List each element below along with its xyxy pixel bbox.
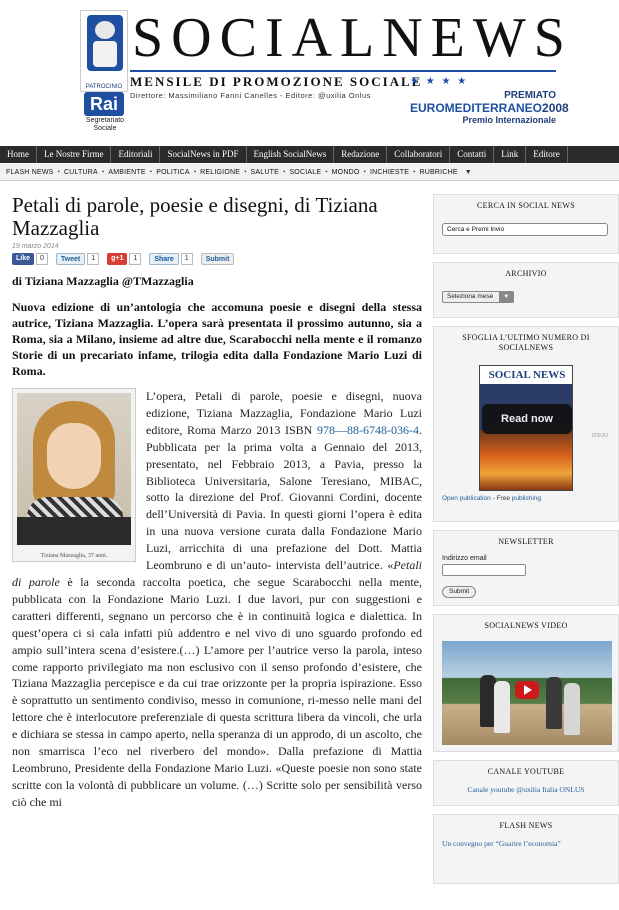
video-player[interactable] <box>442 641 612 745</box>
magazine-widget <box>433 326 619 522</box>
article-date: 19 marzo 2014 <box>12 243 59 250</box>
category-nav: FLASH NEWS • CULTURA • AMBIENTE • POLITICA • RELIGIONE • SALUTE • SOCIALE • MONDO • INCHIESTE • RUBRICHE ▼ <box>0 164 619 181</box>
site-title[interactable] <box>132 6 573 70</box>
article-lead: Nuova edizione di un’antologia che accomuna poesie e disegni della stessa autrice, Tiziana Mazzaglia. L’opera sarà presentata il prossimo autunno, sia a Roma, sia a Milano, insieme ad altre due, Scarabocchi nella mente e il romanzo Storie di un precariato infame, trilogia edita dalla Fondazione Mario Luzi di Roma. <box>12 300 422 378</box>
newsletter-widget-title: NEWSLETTER <box>498 537 554 546</box>
linkedin-share-button[interactable] <box>149 253 192 265</box>
magazine-cover[interactable] <box>479 365 573 491</box>
stars-icon: ★ ★ ★ ★ <box>410 76 469 87</box>
site-tagline: MENSILE DI PROMOZIONE SOCIALE <box>130 74 423 89</box>
facebook-count: 0 <box>36 253 48 265</box>
sidebar <box>433 194 619 892</box>
body-italic-title: Petali di parole <box>12 558 422 589</box>
read-now-button[interactable]: Read now <box>482 404 572 434</box>
twitter-icon: Tweet <box>56 253 85 265</box>
archive-select-label: Seleziona mese <box>447 293 494 300</box>
open-publication-link[interactable]: Open publication <box>442 495 491 502</box>
youtube-widget <box>433 760 619 806</box>
cat-ambiente[interactable]: AMBIENTE <box>108 168 146 176</box>
search-widget <box>433 194 619 254</box>
award-subtitle: Premio Internazionale <box>462 115 556 125</box>
nav-editoriali[interactable]: Editoriali <box>111 146 160 163</box>
search-input[interactable]: Cerca e Premi Invio <box>442 223 608 236</box>
body-text-3: è la seconda raccolta poetica, che segue Scarabocchi nella mente, pubblicata con la Fondazione Mario Luzi. I due lavori, pur con suggestioni e caratteri differenti, segnano un percorso che è in continuità logica e dialettica. In quest’opera ci si cala infatti più addentro e nel vivo di uno sguardo profondo ed ampio sull’intera scena d’esistere.(…) L’amore per l’autrice verso la parola, inteso come rapporto privilegiato ma non esclusivo con il senso profondo d’esistere, che Tiziana Mazzaglia percepisce e da cui trae orizzonte per la propria ispirazione. Esso è soprattutto un sentimento condiviso, messo in comunione, ri-messo nelle mani del lettore che è interlocutore preferenziale di questa scrittura libera da vincoli, che urla e dichiara se stessa in campo aperto, nella speranza di un approdo, di un ascolto, che non smarrisca l’eco nel riverbero del mondo». Dalla prefazione di Mattia Leombruno, Presidente della Fondazione Mario Luzi. «Queste poesie non sono state scritte con la volontà di pubblicare un volume. (…) Scritte solo per sensibilità verso ciò che mi <box>12 574 423 809</box>
article-author[interactable]: di Tiziana Mazzaglia @TMazzaglia <box>12 274 194 288</box>
article-title[interactable]: Petali di parole, poesie e disegni, di Tiziana Mazzaglia <box>12 193 378 240</box>
award-badge <box>410 76 569 125</box>
publishing-link[interactable]: publishing <box>511 495 542 502</box>
search-widget-title: CERCA IN SOCIAL NEWS <box>477 201 575 210</box>
award-name: EUROMEDITERRANEO2008 <box>410 101 569 115</box>
email-field[interactable] <box>442 564 526 576</box>
youtube-channel-link[interactable]: Canale youtube @uxilia Italia ONLUS <box>467 785 585 794</box>
site-title-text: SOCIALNEWS <box>132 7 573 69</box>
linkedin-icon: Share <box>149 253 178 265</box>
video-widget-title: SOCIALNEWS VIDEO <box>484 621 568 630</box>
cat-mondo[interactable]: MONDO <box>331 168 360 176</box>
site-header <box>0 0 619 145</box>
nav-editore[interactable]: Editore <box>526 146 568 163</box>
flash-news-link[interactable]: Un convegno per “Guarire l’economia” <box>442 839 561 848</box>
stumbleupon-icon: Submit <box>201 253 235 265</box>
site-credits: Direttore: Massimiliano Fanni Canelles - Editore: @uxilia Onlus <box>130 91 371 100</box>
author-photo-frame <box>12 388 136 562</box>
flash-news-widget <box>433 814 619 884</box>
award-label: PREMIATO <box>504 90 556 101</box>
cat-politica[interactable]: POLITICA <box>156 168 190 176</box>
nav-contatti[interactable]: Contatti <box>450 146 494 163</box>
nav-english-socialnews[interactable]: English SocialNews <box>247 146 335 163</box>
video-widget <box>433 614 619 752</box>
newsletter-widget <box>433 530 619 606</box>
auxilia-logo[interactable] <box>80 10 128 92</box>
facebook-icon: Like <box>12 253 34 265</box>
flash-news-widget-title: FLASH NEWS <box>499 821 553 830</box>
tweet-button[interactable] <box>56 253 99 265</box>
isbn-link[interactable]: 978—88-6748-036-4 <box>317 422 419 437</box>
rai-logo[interactable]: Rai <box>84 92 124 116</box>
facebook-like-button[interactable] <box>12 253 48 265</box>
email-label: Indirizzo email <box>442 555 487 562</box>
magazine-widget-title: SFOGLIA L’ULTIMO NUMERO DI SOCIALNEWS <box>462 333 590 352</box>
stumbleupon-submit-button[interactable] <box>201 253 235 265</box>
astronaut-icon <box>87 15 123 71</box>
cat-flash-news[interactable]: FLASH NEWS <box>6 168 54 176</box>
chevron-down-icon[interactable]: ▼ <box>464 168 472 176</box>
segretariato-label: Segretariato Sociale <box>85 117 125 132</box>
body-text-1: L’opera, Petali di parole, poesie e disegni, nuova edizione, Tiziana Mazzaglia, Fondazione Mario Luzi editore, Roma Marzo 2013 ISBN <box>146 389 422 437</box>
newsletter-submit-button[interactable]: Submit <box>442 586 476 598</box>
nav-home[interactable]: Home <box>0 146 37 163</box>
google-plus-button[interactable] <box>107 253 141 265</box>
photo-caption: Tiziana Mazzaglia, 37 anni. <box>40 553 108 559</box>
magazine-links: Open publication - Free publishing <box>442 495 542 502</box>
nav-collaboratori[interactable]: Collaboratori <box>387 146 450 163</box>
share-bar <box>12 252 422 266</box>
masthead-divider <box>130 70 556 72</box>
tweet-count: 1 <box>87 253 99 265</box>
nav-redazione[interactable]: Redazione <box>334 146 387 163</box>
linkedin-count: 1 <box>181 253 193 265</box>
patrocinio-label: PATROCINIO <box>85 84 123 90</box>
article-body <box>12 388 422 811</box>
article <box>12 194 422 811</box>
archive-widget-title: ARCHIVIO <box>505 269 547 278</box>
cat-inchieste[interactable]: INCHIESTE <box>369 168 410 176</box>
nav-link[interactable]: Link <box>494 146 526 163</box>
issuu-logo[interactable]: issuu <box>591 432 608 439</box>
body-text-2: . Pubblicata per la prima volta a Gennaio del 2013, presentato, nel Febbraio 2013, a Pavia, presso la Biblioteca Universitaria, Salone Teresiano, MIBAC, sotto la direzione del Prof. Giovanni Cordini, docente dell’Università di Pavia. In questi giorni l’opera è edita in una nuova versione curata dalla Fondazione Mario Luzi, arricchita di una prefazione del Dott. Mattia Leombruno e di un’auto- intervista dell’autrice. « <box>146 422 422 573</box>
nav-socialnews-pdf[interactable]: SocialNews in PDF <box>160 146 246 163</box>
google-plus-icon: g+1 <box>107 253 127 265</box>
cat-cultura[interactable]: CULTURA <box>63 168 98 176</box>
play-icon[interactable] <box>515 681 539 699</box>
google-plus-count: 1 <box>129 253 141 265</box>
youtube-widget-title: CANALE YOUTUBE <box>487 767 565 776</box>
author-photo[interactable] <box>17 393 131 545</box>
archive-widget <box>433 262 619 318</box>
cat-sociale[interactable]: SOCIALE <box>289 168 322 176</box>
cat-religione[interactable]: RELIGIONE <box>200 168 241 176</box>
main-nav <box>0 146 619 163</box>
cat-rubriche[interactable]: RUBRICHE <box>419 168 458 176</box>
nav-le-nostre-firme[interactable]: Le Nostre Firme <box>37 146 111 163</box>
chevron-down-icon: ▼ <box>499 292 513 302</box>
cat-salute[interactable]: SALUTE <box>250 168 279 176</box>
archive-month-select[interactable] <box>442 291 514 303</box>
magazine-cover-title: SOCIAL NEWS <box>480 366 573 384</box>
